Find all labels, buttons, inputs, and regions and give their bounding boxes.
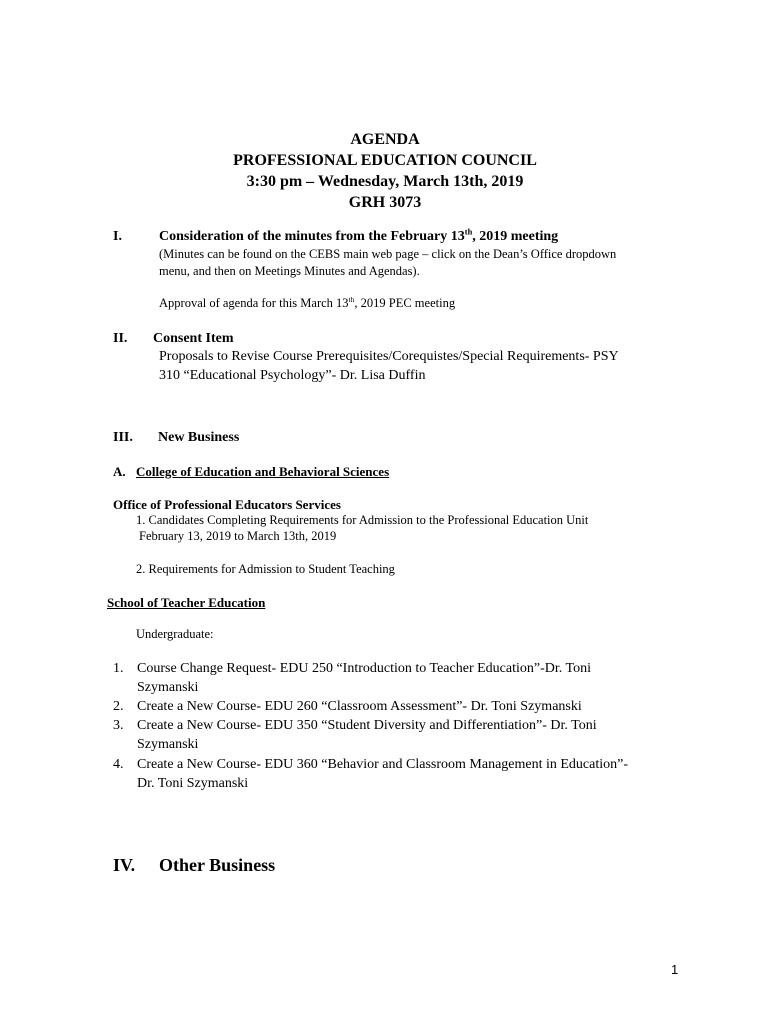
opes-item-1-line-1: 1. Candidates Completing Requirements for Admission to the Professional Education Unit xyxy=(136,513,589,527)
council-title: PROFESSIONAL EDUCATION COUNCIL xyxy=(233,152,537,169)
opes-item-1-line-2: February 13, 2019 to March 13th, 2019 xyxy=(139,529,337,543)
section-4-heading: Other Business xyxy=(159,855,276,875)
agenda-approval xyxy=(159,296,455,311)
consent-item-line-2: 310 “Educational Psychology”- Dr. Lisa Duffin xyxy=(159,368,426,383)
minutes-note-line-1: (Minutes can be found on the CEBS main web page – click on the Dean’s Office dropdown xyxy=(159,247,617,261)
section-1-heading-tail: , 2019 meeting xyxy=(472,229,559,244)
agenda-approval-tail: , 2019 PEC meeting xyxy=(354,296,456,310)
school-heading: School of Teacher Education xyxy=(107,595,266,610)
agenda-title: AGENDA xyxy=(350,131,420,148)
list-item-text: Create a New Course- EDU 360 “Behavior and Classroom Management in Education”- xyxy=(137,757,629,772)
list-item xyxy=(113,661,591,677)
section-3-heading: New Business xyxy=(158,430,240,445)
section-1-heading-sup: th xyxy=(464,227,473,237)
agenda-approval-text: Approval of agenda for this March 13 xyxy=(159,296,349,310)
list-item xyxy=(113,757,628,773)
section-2-heading: Consent Item xyxy=(153,331,234,346)
section-1-heading xyxy=(159,229,558,245)
list-item-number: 4. xyxy=(113,757,124,772)
list-item-number: 3. xyxy=(113,718,124,733)
subsection-a-letter: A. xyxy=(113,464,126,479)
list-item-continuation: Szymanski xyxy=(137,737,199,752)
subsection-a-title: College of Education and Behavioral Sciences xyxy=(136,464,390,479)
list-item-text: Create a New Course- EDU 260 “Classroom Assessment”- Dr. Toni Szymanski xyxy=(137,699,582,714)
list-item-continuation: Dr. Toni Szymanski xyxy=(137,776,249,791)
meeting-room: GRH 3073 xyxy=(348,194,422,211)
section-3-numeral: III. xyxy=(113,430,133,445)
list-item-number: 2. xyxy=(113,699,124,714)
consent-item-line-1: Proposals to Revise Course Prerequisites/Corequistes/Special Requirements- PSY xyxy=(159,349,619,364)
section-4-numeral: IV. xyxy=(113,855,136,875)
minutes-note-line-2: menu, and then on Meetings Minutes and Agendas). xyxy=(159,264,420,278)
opes-heading: Office of Professional Educators Services xyxy=(113,497,341,512)
list-item xyxy=(113,718,597,734)
meeting-time: 3:30 pm – Wednesday, March 13th, 2019 xyxy=(246,173,524,190)
list-item-text: Create a New Course- EDU 350 “Student Diversity and Differentiation”- Dr. Toni xyxy=(137,718,597,733)
page-number: 1 xyxy=(671,962,679,977)
undergraduate-label: Undergraduate: xyxy=(136,627,214,641)
section-2-numeral: II. xyxy=(113,331,128,346)
list-item xyxy=(113,699,582,715)
list-item-text: Course Change Request- EDU 250 “Introduction to Teacher Education”-Dr. Toni xyxy=(137,661,591,676)
agenda-approval-sup: th xyxy=(348,294,355,304)
opes-item-2: 2. Requirements for Admission to Student Teaching xyxy=(136,562,395,576)
list-item-continuation: Szymanski xyxy=(137,680,199,695)
section-1-heading-text: Consideration of the minutes from the February 13 xyxy=(159,229,465,244)
section-1-numeral: I. xyxy=(113,229,122,244)
list-item-number: 1. xyxy=(113,661,124,676)
